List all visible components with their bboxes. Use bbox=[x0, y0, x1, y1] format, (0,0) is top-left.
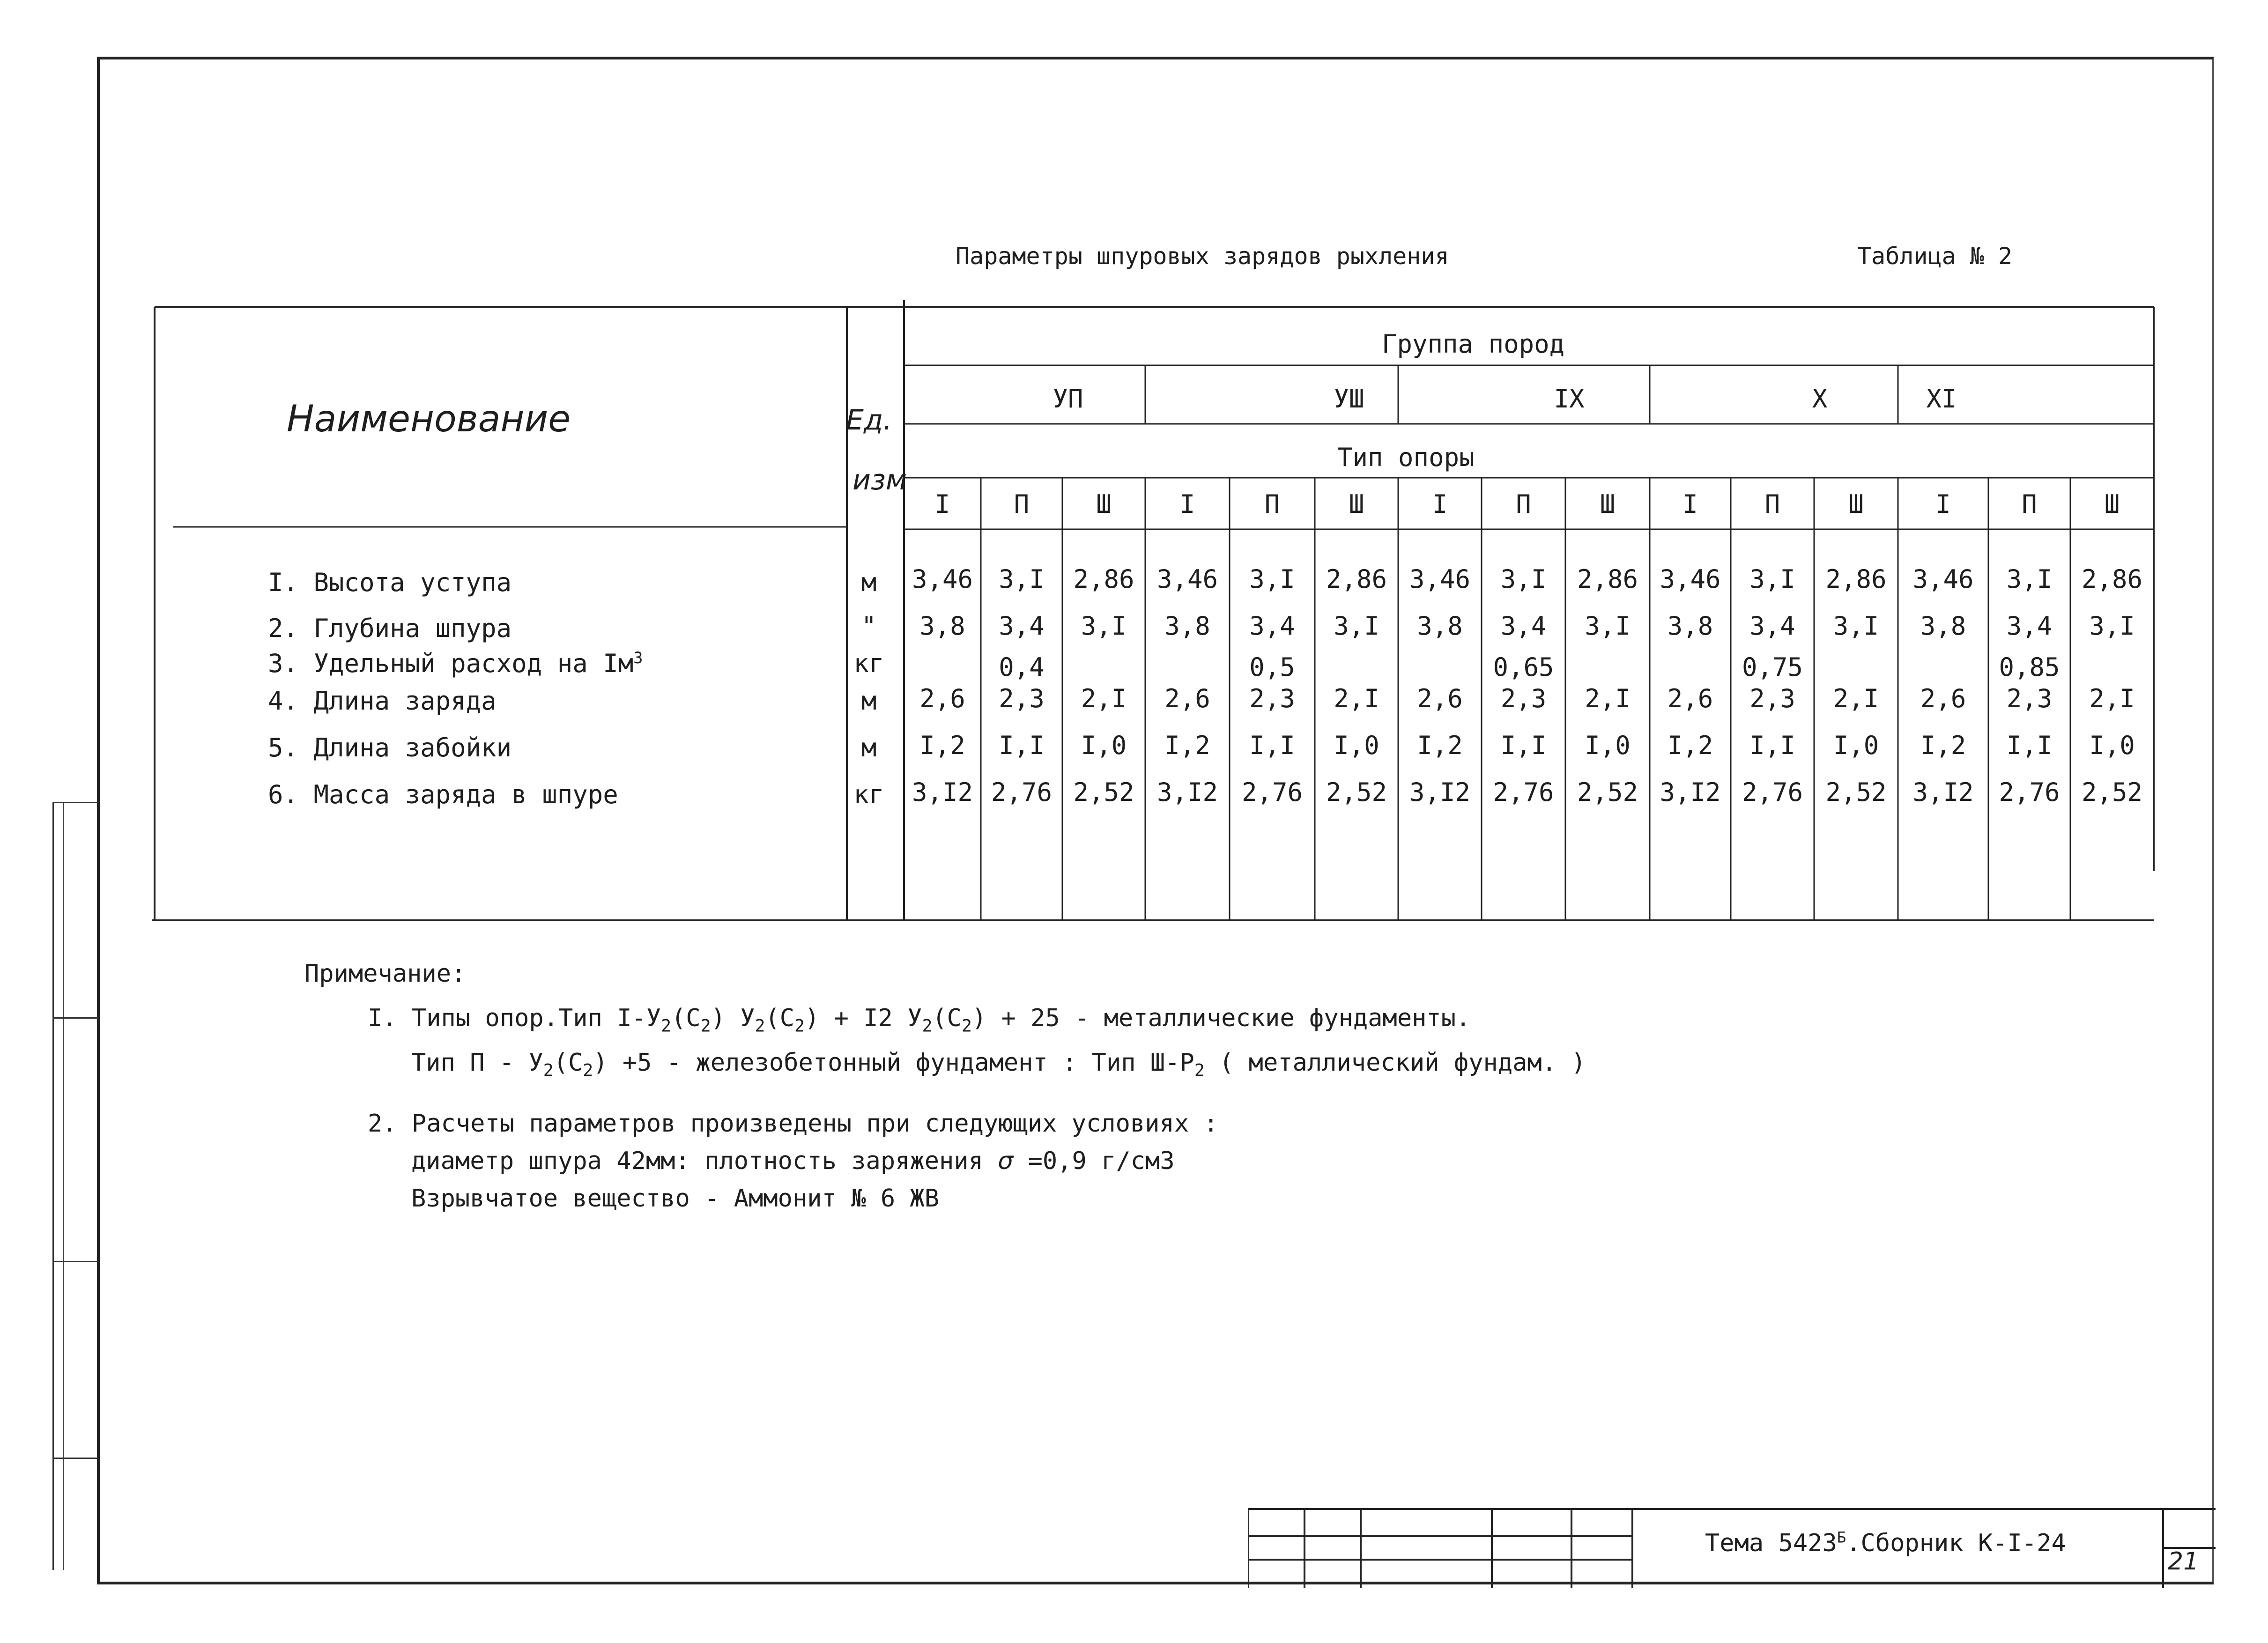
value-cell: 0,5 bbox=[1249, 652, 1295, 682]
value-cell: I,I bbox=[2006, 731, 2053, 760]
value-cell: 0,85 bbox=[1999, 652, 2060, 682]
support-type-label: I bbox=[1179, 489, 1195, 519]
value-cell: 3,8 bbox=[1920, 611, 1966, 641]
binding-strip bbox=[52, 802, 97, 1570]
value-cell: I,0 bbox=[1585, 731, 1631, 760]
value-cell: 2,I bbox=[1334, 684, 1379, 713]
value-cell: 3,I2 bbox=[1156, 777, 1218, 807]
value-cell: 3,8 bbox=[1417, 611, 1463, 641]
value-cell: 3,4 bbox=[999, 611, 1045, 641]
value-cell: 2,I bbox=[1585, 684, 1631, 713]
value-cell: 3,I2 bbox=[912, 777, 973, 807]
value-cell: 3,I bbox=[1249, 564, 1295, 594]
note-1-line-1: I. Типы опор.Тип $I-У_2(С_2) У_2(С_2) + I2$ $У_2(С_2) + 25$ - металлические фундаменты. bbox=[368, 1004, 1471, 1036]
value-cell: 3,46 bbox=[912, 564, 973, 594]
value-cell: 2,3 bbox=[2006, 684, 2053, 713]
value-cell: 2,52 bbox=[1326, 777, 1387, 807]
value-cell: 0,65 bbox=[1493, 652, 1554, 682]
value-cell: I,I bbox=[1500, 731, 1547, 760]
group-label: X bbox=[1812, 384, 1828, 414]
value-cell: 3,I bbox=[1833, 611, 1879, 641]
value-cell: I,I bbox=[1749, 731, 1795, 760]
support-type-label: П bbox=[1014, 489, 1030, 519]
value-cell: 3,4 bbox=[1500, 611, 1547, 641]
header-rock-group: Группа пород bbox=[1382, 329, 1565, 359]
header-name: Наименование bbox=[287, 398, 571, 440]
value-cell: 2,86 bbox=[2081, 564, 2143, 594]
support-type-label: I bbox=[1432, 489, 1448, 519]
value-cell: 2,76 bbox=[1241, 777, 1303, 807]
value-cell: 2,I bbox=[2089, 684, 2135, 713]
group-label: УШ bbox=[1334, 384, 1364, 414]
value-cell: 3,46 bbox=[1156, 564, 1218, 594]
value-cell: 3,4 bbox=[1249, 611, 1295, 641]
header-unit: Ед. bbox=[846, 404, 892, 437]
value-cell: 3,I2 bbox=[1409, 777, 1471, 807]
value-cell: 2,76 bbox=[1999, 777, 2060, 807]
value-cell: 3,I2 bbox=[1660, 777, 1721, 807]
value-cell: 0,75 bbox=[1742, 652, 1803, 682]
support-type-label: Ш bbox=[1349, 489, 1364, 519]
support-type-label: I bbox=[934, 489, 950, 519]
group-label: XI bbox=[1926, 384, 1957, 414]
value-cell: 3,I2 bbox=[1912, 777, 1974, 807]
row-label: 4. Длина заряда bbox=[268, 686, 497, 716]
row-label: 2. Глубина шпура bbox=[268, 614, 512, 643]
value-cell: 3,46 bbox=[1409, 564, 1471, 594]
support-type-label: П bbox=[1516, 489, 1531, 519]
note-1-line-2: Тип $П - У_2(С_2) +5$ - железобетонный фундамент : Тип $Ш-Р_2$ ( металлический фундам. ) bbox=[411, 1049, 1586, 1081]
value-cell: 2,52 bbox=[1825, 777, 1887, 807]
value-cell: 2,86 bbox=[1577, 564, 1638, 594]
value-cell: I,I bbox=[1249, 731, 1295, 760]
row-label: 6. Масса заряда в шпуре bbox=[268, 780, 618, 809]
notes-heading: Примечание: bbox=[304, 960, 466, 988]
row-unit: кг bbox=[853, 780, 884, 809]
value-cell: 2,52 bbox=[1073, 777, 1134, 807]
support-type-label: Ш bbox=[1096, 489, 1112, 519]
value-cell: 3,4 bbox=[2006, 611, 2053, 641]
group-label: УП bbox=[1052, 384, 1083, 414]
row-unit: м bbox=[861, 568, 877, 597]
value-cell: 2,86 bbox=[1825, 564, 1887, 594]
row-label: 5. Длина забойки bbox=[268, 733, 512, 762]
row-unit: " bbox=[861, 611, 877, 641]
group-label: IX bbox=[1554, 384, 1585, 414]
support-type-label: Ш bbox=[1848, 489, 1864, 519]
value-cell: 2,86 bbox=[1326, 564, 1387, 594]
value-cell: 3,I bbox=[1500, 564, 1547, 594]
value-cell: 2,76 bbox=[991, 777, 1052, 807]
value-cell: 3,46 bbox=[1660, 564, 1721, 594]
value-cell: 3,I bbox=[2006, 564, 2053, 594]
header-support-type: Тип опоры bbox=[1337, 443, 1475, 472]
value-cell: 3,I bbox=[1334, 611, 1379, 641]
table-number: Таблица № 2 bbox=[1857, 243, 2013, 270]
value-cell: I,0 bbox=[1833, 731, 1879, 760]
value-cell: 2,6 bbox=[1667, 684, 1713, 713]
value-cell: 2,I bbox=[1081, 684, 1127, 713]
value-cell: 3,I bbox=[1749, 564, 1795, 594]
value-cell: I,2 bbox=[1667, 731, 1713, 760]
value-cell: 3,8 bbox=[1667, 611, 1713, 641]
value-cell: 3,I bbox=[1585, 611, 1631, 641]
page-number: 21 bbox=[2168, 1547, 2199, 1576]
support-type-label: П bbox=[1764, 489, 1780, 519]
row-label: I. Высота уступа bbox=[268, 568, 512, 597]
value-cell: 2,6 bbox=[1920, 684, 1966, 713]
value-cell: 3,4 bbox=[1749, 611, 1795, 641]
row-label: 3. Удельный расход на $Iм^3$ bbox=[268, 649, 643, 678]
value-cell: 2,76 bbox=[1493, 777, 1554, 807]
value-cell: 2,3 bbox=[999, 684, 1045, 713]
support-type-label: Ш bbox=[2104, 489, 2120, 519]
support-type-label: П bbox=[1264, 489, 1280, 519]
drawing-frame bbox=[97, 57, 2214, 1584]
value-cell: I,2 bbox=[919, 731, 965, 760]
support-type-label: I bbox=[1935, 489, 1951, 519]
value-cell: 2,3 bbox=[1749, 684, 1795, 713]
value-cell: 2,86 bbox=[1073, 564, 1134, 594]
value-cell: 2,76 bbox=[1742, 777, 1803, 807]
value-cell: I,2 bbox=[1920, 731, 1966, 760]
value-cell: 2,I bbox=[1833, 684, 1879, 713]
value-cell: 2,6 bbox=[1417, 684, 1463, 713]
support-type-label: П bbox=[2022, 489, 2037, 519]
value-cell: 0,4 bbox=[999, 652, 1045, 682]
note-2-line-2: диаметр шпура 42мм: плотность заряжения σ =0,9 г/см3 bbox=[411, 1147, 1175, 1175]
value-cell: I,0 bbox=[2089, 731, 2135, 760]
row-unit: м bbox=[861, 733, 877, 762]
value-cell: 2,3 bbox=[1500, 684, 1547, 713]
value-cell: 2,6 bbox=[919, 684, 965, 713]
table-title: Параметры шпуровых зарядов рыхления bbox=[956, 243, 1449, 270]
value-cell: 3,I bbox=[2089, 611, 2135, 641]
value-cell: I,I bbox=[999, 731, 1045, 760]
note-2-line-3: Взрывчатое вещество - Аммонит № 6 ЖВ bbox=[411, 1184, 940, 1213]
value-cell: 3,I bbox=[999, 564, 1045, 594]
support-type-label: I bbox=[1682, 489, 1698, 519]
value-cell: I,2 bbox=[1164, 731, 1210, 760]
row-unit: м bbox=[861, 686, 877, 716]
value-cell: I,0 bbox=[1081, 731, 1127, 760]
value-cell: 2,52 bbox=[2081, 777, 2143, 807]
header-unit-abbrev: изм bbox=[852, 464, 907, 496]
note-2-line-1: 2. Расчеты параметров произведены при следующих условиях : bbox=[368, 1110, 1218, 1138]
row-unit: кг bbox=[853, 649, 884, 678]
value-cell: 3,8 bbox=[919, 611, 965, 641]
document-code: Тема $5423^Б.Сборник$ К-I-24 bbox=[1705, 1528, 2066, 1557]
value-cell: 2,6 bbox=[1164, 684, 1210, 713]
value-cell: 3,46 bbox=[1912, 564, 1974, 594]
value-cell: 2,3 bbox=[1249, 684, 1295, 713]
value-cell: 3,8 bbox=[1164, 611, 1210, 641]
support-type-label: Ш bbox=[1600, 489, 1616, 519]
value-cell: I,0 bbox=[1334, 731, 1379, 760]
value-cell: 2,52 bbox=[1577, 777, 1638, 807]
value-cell: 3,I bbox=[1081, 611, 1127, 641]
value-cell: I,2 bbox=[1417, 731, 1463, 760]
